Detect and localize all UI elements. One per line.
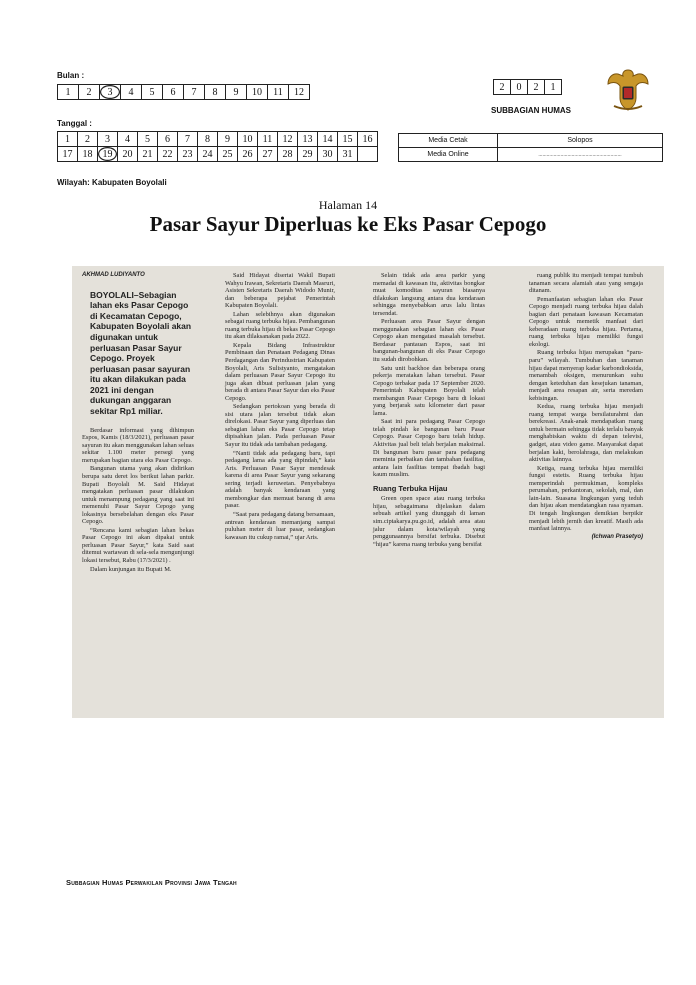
article-column-1 [82,272,194,574]
unit-label: SUBBAGIAN HUMAS [491,106,571,115]
grid-cell: 9 [218,132,238,147]
paragraph: Lahan selebihnya akan digunakan sebagai ruang terbuka hijau. Pembangunan ruang terbuka hijau di bekas Pasar Cepogo itu akan dilaksanakan pada 2022. [225,310,335,341]
grid-cell: 1 [545,80,562,95]
grid-cell [358,147,378,162]
paragraph: ruang publik itu menjadi tempat tumbuh tanaman secara alamiah atau yang sengaja ditanam. [529,272,643,295]
grid-cell: 12 [278,132,298,147]
grid-cell: 11 [258,132,278,147]
media-value: Solopos [498,134,663,148]
paragraph: Bangunan utama yang akan didirikan berupa satu deret los berikut lahan parkir. Bupati Boyolali M. Said Hidayat mengatakan perluasan pasar dilakukan untuk menampung pedagang yang saat ini memenuhi Pasar Sayur Cepogo yang lokasinya bersebelahan dengan eks Pasar Cepogo. [82,465,194,526]
grid-cell: 26 [238,147,258,162]
grid-cell: 8 [205,85,226,100]
media-table [398,133,663,162]
grid-cell: 1 [58,85,79,100]
paragraph: Selain tidak ada area parkir yang memadai di kawasan itu, aktivitas bongkar muat komoditas sayuran biasanya dilakukan langsung antara dua kendaraan sehingga menyebabkan arus lalu lintas tersendat. [373,272,485,317]
column-3-body [373,272,485,479]
paragraph: “Saat para pedagang datang bersamaan, antrean kendaraan memanjang sampai puluhan meter di luar pasar, sedangkan kawasan itu cukup ramai,” ujar Aris. [225,510,335,541]
grid-cell: 29 [298,147,318,162]
media-value: ............................................................ [498,148,663,162]
column-2-body [225,272,335,541]
grid-cell: 0 [511,80,528,95]
paragraph: “Rencana kami sebagian lahan bekas Pasar Cepogo ini akan dipakai untuk perluasan Pasar Sayur,” kata Said saat ditemui wartawan di sela-sela mengunjungi lokasi tersebut, Rabu (17/3/2021) . [82,526,194,564]
grid-cell: 6 [163,85,184,100]
paragraph: Ketiga, ruang terbuka hijau memiliki fungsi estetis. Ruang terbuka hijau memperindah permukiman, kompleks perumahan, perkantoran, sekolah, mal, dan lain-lain. Suasana lingkungan yang teduh dan hijau akan mendatangkan rasa nyaman. Di tengah lingkungan demikian berpikir menjadi lebih jernih dan kreatif. Masih ada manfaat lainnya. [529,464,643,533]
grid-cell: 23 [178,147,198,162]
grid-cell: 9 [226,85,247,100]
paragraph: Pemanfaatan sebagian lahan eks Pasar Cepogo menjadi ruang terbuka hijau dalah bagian dari penataan kawasan Kecamatan Cepogo untuk memetik manfaat dari keberadaan ruang terbuka hijau. Pertama, ruang terbuka hijau memiliki fungsi ekologi. [529,295,643,348]
subheading: Ruang Terbuka Hijau [373,483,448,493]
grid-cell: 17 [58,147,78,162]
date-grid [57,131,378,162]
grid-cell: 24 [198,147,218,162]
grid-cell: 15 [338,132,358,147]
wilayah-label: Wilayah: Kabupaten Boyolali [57,178,167,187]
column-3b-body [373,495,485,548]
grid-cell: 10 [247,85,268,100]
grid-cell: 19 [98,147,118,162]
grid-cell: 2 [494,80,511,95]
column-1-body [82,427,194,573]
bulan-label: Bulan : [57,71,85,80]
paragraph: Saat ini para pedagang Pasar Cepogo telah pindah ke bangunan baru Pasar Cepogo. Pasar Cepogo baru telah hidup. Aktivitas jual beli telah berjalan maksimal. Di bangunan baru pasar para pedagang meminta perbaikan dan tambahan fasilitas, antara lain fasilitas tempat ibadah bagi kaum muslim. [373,418,485,479]
grid-cell: 25 [218,147,238,162]
paragraph: Perluasan area Pasar Sayur dengan menggunakan sebagian lahan eks Pasar Cepogo akan mengatasi masalah tersebut. Berdasar pantauan Espos, saat ini bangunan-bangunan di eks Pasar Cepogo itu sudah dirobohkan. [373,318,485,364]
grid-cell: 28 [278,147,298,162]
year-grid [493,79,562,95]
grid-cell: 7 [178,132,198,147]
grid-cell: 8 [198,132,218,147]
author-credit: (Ichwan Prasetyo) [591,533,643,540]
grid-cell: 27 [258,147,278,162]
garuda-emblem-icon [604,66,652,114]
paragraph: Said Hidayat disertai Wakil Bupati Wahyu Irawan, Sekretaris Daerah Masruri, Asisten Sekretaris Daerah Widodo Munir, dan beberapa pejabat Pemerintah Kabupaten Boyolali. [225,272,335,310]
footer-text: Subbagian Humas Perwakilan Provinsi Jawa Tengah [66,878,237,887]
paragraph: Green open space atau ruang terbuka hijau, sebagaimana dijelaskan dalam sebuah artikel yang diunggah di laman sim.ciptakarya.pu.go.id, adalah area atau jalur dalam kota/wilayah yang penggunaannya bersifat terbuka. Disebut “hijau” karena ruang terbuka yang bersifat [373,495,485,548]
paragraph: Kedua, ruang terbuka hijau menjadi ruang tempat warga bersilaturahmi dan berekreasi. Anak-anak mendapatkan ruang untuk bermain sehingga tidak terlalu banyak menghabiskan waktu di depan televisi, gadget, atau video game. Masyarakat dapat berjalan kaki, berolahraga, dan melakukan aktivitas lainnya. [529,403,643,464]
paragraph: Berdasar informasi yang dihimpun Espos, Kamis (18/3/2021), perluasan pasar sayuran itu akan menggunakan lahan seluas sekitar 1.100 meter persegi yang merupakan bagian utara eks Pasar Cepogo. [82,426,194,464]
grid-cell: 6 [158,132,178,147]
grid-cell: 1 [58,132,78,147]
article-column-2 [225,272,335,542]
paragraph: Dalam kunjungan itu Bupati M. [90,565,172,573]
grid-cell: 11 [268,85,289,100]
media-label: Media Online [399,148,498,162]
grid-cell: 2 [78,132,98,147]
paragraph: Kepala Bidang Infrastruktur Pembinaan dan Penataan Pedagang Dinas Perdagangan dan Perindustrian Kabupaten Boyolali, Aris Sulistyanto, mengatakan dalam perluasan Pasar Sayur Cepogo itu juga akan dibuat perluasan jalan yang berada di antara Pasar Sayur dan eks Pasar Cepogo. [225,341,335,402]
grid-cell: 3 [98,132,118,147]
paragraph: Satu unit backhoe dan beberapa orang pekerja meratakan lahan tersebut. Pasar Cepogo terbakar pada 17 September 2020. Pemerintah Kabupaten Boyolali telah membangun Pasar Cepogo baru di lokasi yang berjarak satu kilometer dari pasar lama. [373,364,485,417]
grid-cell: 31 [338,147,358,162]
article-column-4 [529,272,643,541]
grid-cell: 10 [238,132,258,147]
article-column-3 [373,272,485,549]
paragraph: Ruang terbuka hijau merupakan “paru-paru” wilayah. Tumbuhan dan tanaman hijau dapat menyerap kadar karbondioksida, menambah oksigen, menurunkan suhu dengan keteduhan dan kesejukan tanaman, menjadi area resapan air, serta meredam kebisingan. [529,349,643,402]
media-row-online [399,148,663,162]
grid-cell: 2 [528,80,545,95]
grid-cell: 5 [142,85,163,100]
page-reference: Halaman 14 [318,198,378,212]
month-grid [57,84,310,100]
paragraph: “Nanti tidak ada pedagang baru, tapi pedagang lama ada yang dipindah,” kata Aris. Perluasan Pasar Sayur mendesak karena di area Pasar Sayur yang sekarang sering terjadi keruwetan. Penyebabnya adalah banyak kendaraan yang membongkar dan memuat barang di area pasar. [225,449,335,510]
article-lead: BOYOLALI–Sebagian lahan eks Pasar Cepogo di Kecamatan Cepogo, Kabupaten Boyolali akan digunakan untuk perluasan Pasar Sayur Cepogo. Proyek perluasan pasar sayuran itu akan dilakukan pada 2021 ini dengan dukungan anggaran sekitar Rp1 miliar. [90,289,192,417]
grid-cell: 18 [78,147,98,162]
grid-cell: 3 [100,85,121,100]
media-row-cetak [399,134,663,148]
media-label: Media Cetak [399,134,498,148]
grid-cell: 14 [318,132,338,147]
grid-cell: 20 [118,147,138,162]
grid-cell: 4 [118,132,138,147]
grid-cell: 7 [184,85,205,100]
byline: AKHMAD LUDIYANTO [82,272,145,278]
grid-cell: 30 [318,147,338,162]
headline: Pasar Sayur Diperluas ke Eks Pasar Cepogo [149,212,547,236]
grid-cell: 13 [298,132,318,147]
grid-cell: 4 [121,85,142,100]
grid-cell: 12 [289,85,310,100]
grid-cell: 2 [79,85,100,100]
grid-cell: 5 [138,132,158,147]
column-4-body [529,272,643,533]
paragraph: Sedangkan pertokoan yang berada di sisi utara jalan tersebut tidak akan direlokasi. Pasar Sayur yang diperluas dan sebagian lahan eks Pasar Cepogo tetap dipisahkan jalan. Pada perluasan Pasar Sayur itu tidak ada tambahan pedagang. [225,403,335,449]
tanggal-label: Tanggal : [57,119,92,128]
newspaper-clipping [72,266,664,718]
grid-cell: 21 [138,147,158,162]
grid-cell: 16 [358,132,378,147]
grid-cell: 22 [158,147,178,162]
